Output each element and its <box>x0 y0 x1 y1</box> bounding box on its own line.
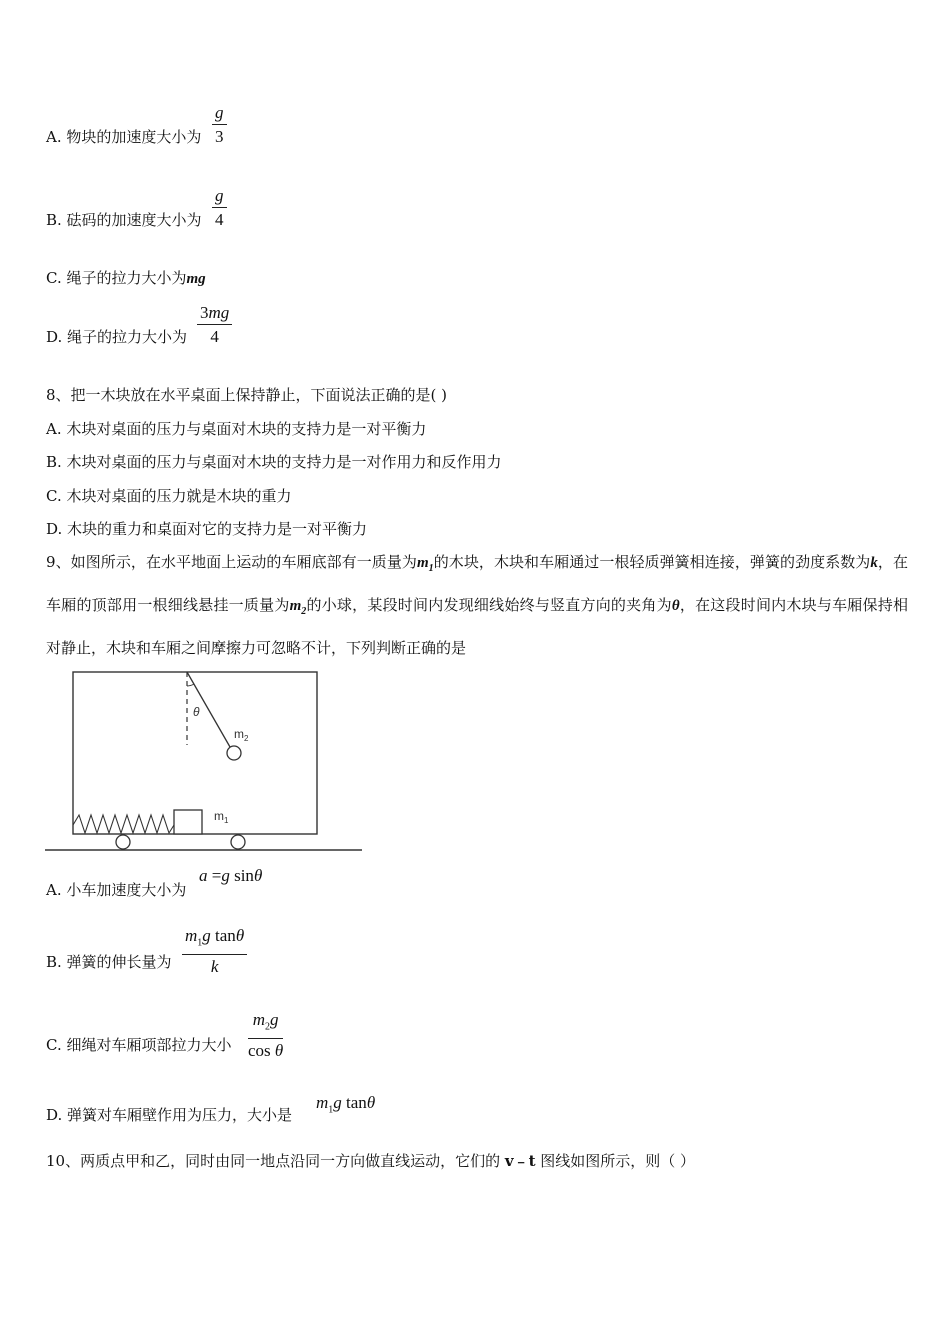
q9-stem-text: ，在车厢的顶部用一根细线悬挂一质量为 <box>46 553 908 614</box>
var: mg <box>208 303 230 322</box>
q9-option-a-text: A. 小车加速度大小为 <box>46 881 187 899</box>
var: m <box>252 1010 266 1029</box>
var: g <box>333 1093 342 1112</box>
var: m <box>316 1093 329 1112</box>
fn: tan <box>341 1093 367 1112</box>
q9-option-b <box>46 952 172 972</box>
var: m <box>234 727 244 741</box>
var: g <box>270 1010 279 1029</box>
ball-m2 <box>227 746 241 760</box>
q9-option-a-expr <box>199 866 262 886</box>
block-m1 <box>174 810 202 834</box>
angle-arc <box>187 684 194 686</box>
fraction-numerator <box>182 926 247 955</box>
q7-option-a-fraction <box>212 103 227 148</box>
q8-stem <box>46 385 447 405</box>
q9-figure <box>40 665 370 855</box>
q7-option-d <box>46 327 187 347</box>
var: m <box>214 809 224 823</box>
fraction-denominator: 4 <box>215 210 224 229</box>
q8-option-b: B. 木块对桌面的压力与桌面对木块的支持力是一对作用力和反作用力 <box>46 453 502 471</box>
var: a <box>199 866 208 885</box>
m2-label <box>234 727 249 743</box>
q9-option-c-fraction <box>248 1010 283 1062</box>
q7-option-d-text: D. 绳子的拉力大小为 <box>46 328 188 346</box>
op: = <box>207 866 222 885</box>
var: m <box>416 555 429 571</box>
var: θ <box>274 1041 284 1061</box>
q9-option-d-text: D. 弹簧对车厢壁作用为压力，大小是 <box>46 1106 293 1124</box>
q9-stem <box>46 544 908 667</box>
var: θ <box>366 1093 376 1112</box>
fraction-denominator <box>248 1039 283 1062</box>
fn: cos <box>248 1041 271 1061</box>
q9-stem-text: 9、如图所示，在水平地面上运动的车厢底部有一质量为 <box>46 553 417 571</box>
var: g <box>221 866 230 885</box>
q7-option-b-text: B. 砝码的加速度大小为 <box>46 211 202 229</box>
q9-option-d <box>46 1105 292 1125</box>
q10-stem <box>46 1151 695 1171</box>
sub: 1 <box>224 816 229 825</box>
m1-symbol <box>416 555 434 574</box>
q9-option-c <box>46 1035 231 1055</box>
q9-option-a <box>46 880 186 900</box>
q8-option-c: C. 木块对桌面的压力就是木块的重力 <box>46 487 292 505</box>
k-symbol: k <box>870 555 878 571</box>
theta-label: θ <box>193 705 200 719</box>
q7-option-b <box>46 210 202 230</box>
sub: 2 <box>244 734 249 743</box>
sub: 2 <box>301 606 307 617</box>
spring <box>73 815 174 833</box>
fraction-denominator: 4 <box>210 327 219 346</box>
q9-stem-text: 的木块，木块和车厢通过一根轻质弹簧相连接，弹簧的劲度系数为 <box>433 553 871 571</box>
m1-label <box>214 809 229 825</box>
q7-option-c-math: mg <box>186 271 206 287</box>
q7-option-a <box>46 127 201 147</box>
q9-stem-text: ，在这段时间内木块与车厢保持相对静止，木块和车厢之间摩擦力可忽略不计，下列判断正确的是 <box>46 596 908 657</box>
q7-option-a-text: A. 物块的加速度大小为 <box>46 128 202 146</box>
fraction-numerator: g <box>212 186 227 208</box>
var: θ <box>235 926 245 945</box>
sub: 2 <box>265 1021 271 1033</box>
vt-label: v﹣t <box>504 1152 536 1170</box>
var: m <box>289 598 302 614</box>
theta-symbol: θ <box>671 598 680 614</box>
sub: 1 <box>328 1104 334 1116</box>
var: m <box>185 926 198 945</box>
coef: 3 <box>200 303 209 322</box>
q8-option-a: A. 木块对桌面的压力与桌面对木块的支持力是一对平衡力 <box>46 420 427 438</box>
fraction-denominator: k <box>210 957 219 977</box>
q9-option-b-text: B. 弹簧的伸长量为 <box>46 953 172 971</box>
var: g <box>202 926 211 945</box>
sub: 1 <box>428 563 434 574</box>
fraction-numerator: g <box>212 103 227 125</box>
q7-option-d-fraction <box>197 303 232 348</box>
q10-stem-text: 10、两质点甲和乙，同时由同一地点沿同一方向做直线运动，它们的 <box>46 1152 505 1170</box>
q9-stem-text: 的小球，某段时间内发现细线始终与竖直方向的夹角为 <box>306 596 672 614</box>
q7-option-c <box>46 268 206 289</box>
sub: 1 <box>197 937 203 949</box>
fraction-numerator <box>197 303 232 325</box>
fraction-denominator: 3 <box>215 127 224 146</box>
m2-symbol <box>289 598 307 617</box>
q9-option-d-expr <box>316 1093 375 1115</box>
fn: tan <box>210 926 236 945</box>
wheel-right <box>231 835 245 849</box>
q8-option-d: D. 木块的重力和桌面对它的支持力是一对平衡力 <box>46 520 368 538</box>
q8-stem-text: 8、把一木块放在水平桌面上保持静止，下面说法正确的是( ) <box>46 386 448 404</box>
fraction-numerator <box>248 1010 283 1039</box>
q7-option-c-text: C. 绳子的拉力大小为 <box>46 269 187 287</box>
q7-option-b-fraction <box>212 186 227 231</box>
q9-option-b-fraction <box>182 926 247 978</box>
q9-option-c-text: C. 细绳对车厢项部拉力大小 <box>46 1036 232 1054</box>
fn: sin <box>229 866 254 885</box>
q10-stem-text: 图线如图所示，则（ ） <box>535 1152 696 1170</box>
wheel-left <box>116 835 130 849</box>
var: θ <box>253 866 263 885</box>
